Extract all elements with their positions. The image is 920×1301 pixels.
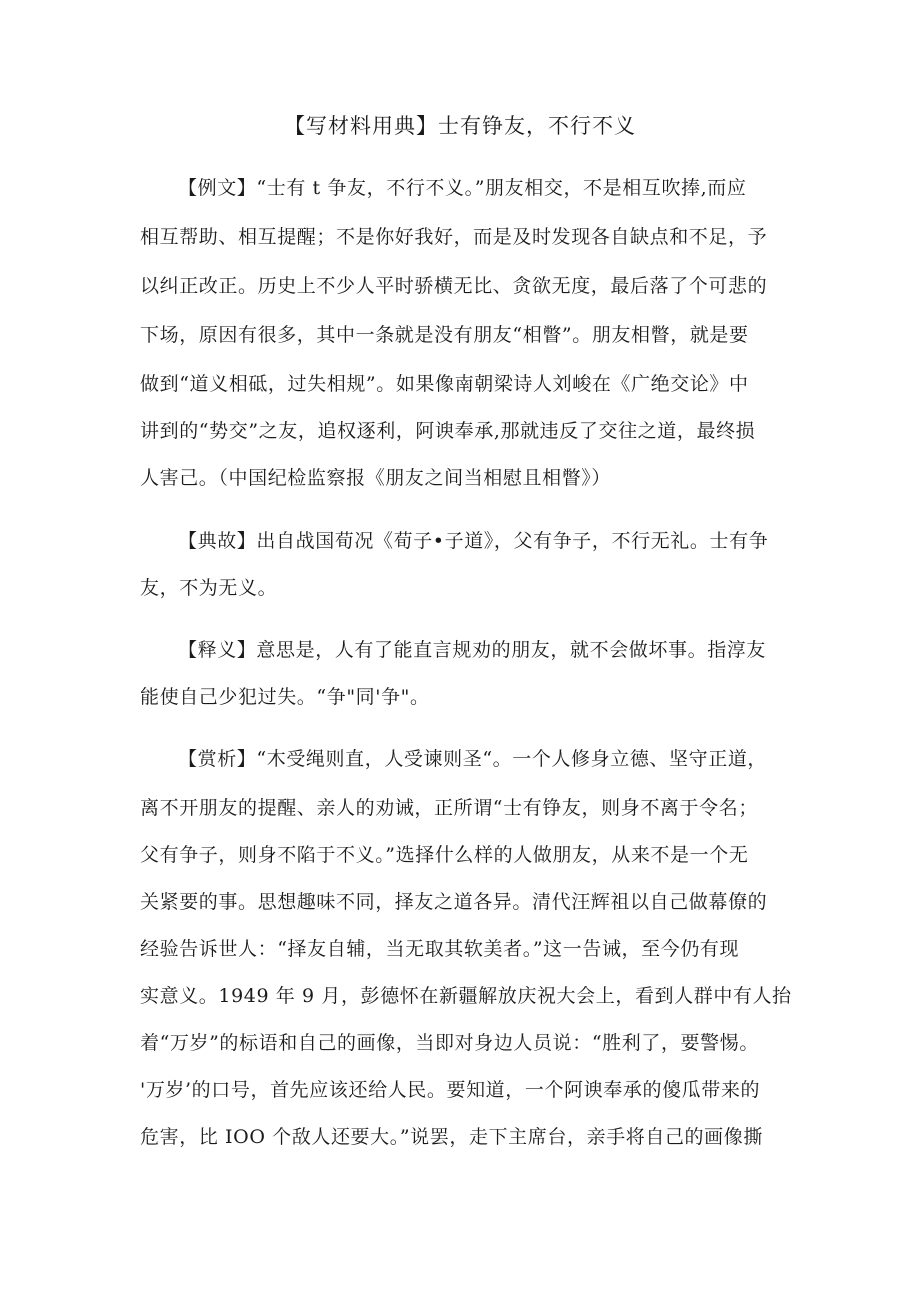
text-line: 经验告诉世人：“择友自辅，当无取其软美者。”这一告诫，至今仍有现 — [140, 938, 740, 960]
text-line: 以纠正改正。历史上不少人平时骄横无比、贪欲无度，最后落了个可悲的 — [140, 275, 768, 297]
text-line: 关紧要的事。思想趣味不同，择友之道各异。清代汪辉祖以自己做幕僚的 — [140, 891, 768, 913]
text-line: 人害己。（中国纪检监察报《朋友之间当相慰且相瞥》） — [140, 467, 612, 489]
text-line: 【例文】“士有 t 争友，不行不义。”朋友相交，不是相互吹捧,而应 — [178, 177, 747, 199]
text-line: '万岁’的口号，首先应该还给人民。要知道，一个阿谀奉承的傻瓜带来的 — [140, 1079, 761, 1101]
text-line: 下场，原因有很多，其中一条就是没有朋友“相瞥”。朋友相瞥，就是要 — [140, 324, 749, 346]
text-line: 【典故】出自战国荀况《荀子•子道》，父有争子，不行无礼。士有争 — [178, 530, 769, 552]
text-line: 着“万岁”的标语和自己的画像，当即对身边人员说：“胜利了，要警惕。 — [140, 1032, 759, 1054]
text-line: 实意义。1949 年 9 月，彭德怀在新疆解放庆祝大会上，看到人群中有人抬 — [140, 985, 792, 1007]
text-line: 做到“道义相砥，过失相规”。如果像南朝梁诗人刘峻在《广绝交论》中 — [140, 373, 749, 395]
text-line: 相互帮助、相互提醒；不是你好我好，而是及时发现各自缺点和不足，予 — [140, 226, 768, 248]
text-line: 【释义】意思是，人有了能直言规劝的朋友，就不会做坏事。指淳友 — [178, 639, 767, 661]
text-line: 离不开朋友的提醒、亲人的劝诫，正所谓“士有铮友，则身不离于令名； — [140, 797, 758, 819]
text-line: 危害，比 IOO 个敌人还要大。”说罢，走下主席台，亲手将自己的画像撕 — [140, 1126, 763, 1148]
text-line: 友，不为无义。 — [140, 577, 278, 599]
text-line: 【赏析】“木受绳则直，人受谏则圣“。一个人修身立德、坚守正道， — [178, 748, 768, 770]
text-line: 讲到的“势交”之友，追权逐利，阿谀奉承,那就违反了交往之道，最终损 — [140, 420, 756, 442]
page-title: 【写材料用典】士有铮友，不行不义 — [284, 114, 636, 138]
text-line: 能使自己少犯过失。“争"同'争"。 — [140, 686, 430, 708]
text-line: 父有争子，则身不陷于不义。”选择什么样的人做朋友，从来不是一个无 — [140, 844, 749, 866]
